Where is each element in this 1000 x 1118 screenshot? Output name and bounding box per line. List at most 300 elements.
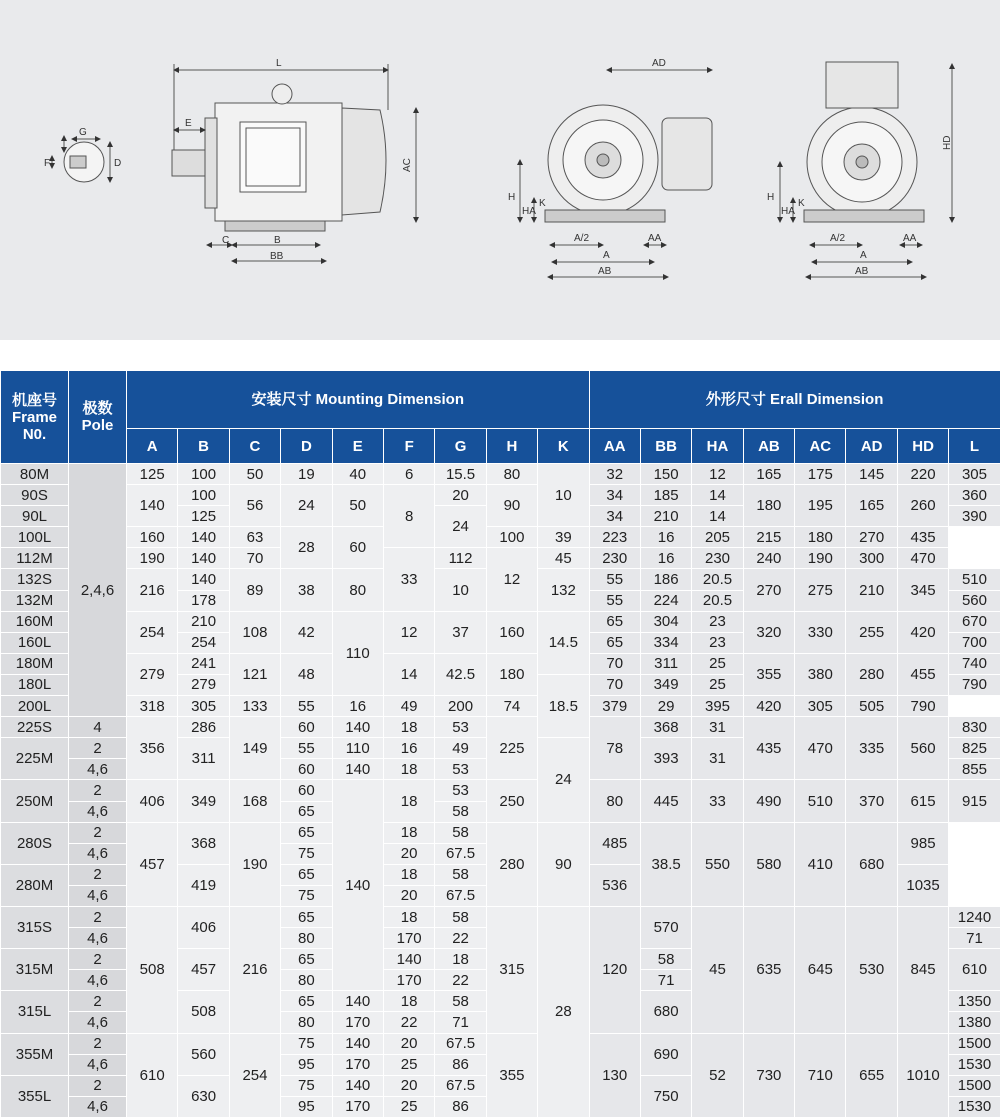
column-header: A <box>127 429 178 464</box>
table-cell: 20 <box>383 843 434 864</box>
table-cell: 25 <box>692 653 743 674</box>
table-cell: 60 <box>281 717 332 738</box>
table-cell: 2 <box>69 822 127 843</box>
table-cell: 1350 <box>949 991 1000 1012</box>
column-header: AB <box>743 429 794 464</box>
table-cell: 2 <box>69 864 127 885</box>
table-cell: 34 <box>589 506 640 527</box>
table-cell: 23 <box>692 611 743 632</box>
table-cell: 435 <box>743 717 794 780</box>
table-cell: 20.5 <box>692 569 743 590</box>
table-cell: 304 <box>640 611 691 632</box>
table-cell: 2 <box>69 949 127 970</box>
table-cell: 38 <box>281 569 332 611</box>
table-cell: 75 <box>281 843 332 864</box>
table-cell: 39 <box>538 527 589 548</box>
table-cell: 18.5 <box>538 674 589 737</box>
table-cell: 53 <box>435 759 486 780</box>
table-cell: 305 <box>178 696 229 717</box>
table-cell: 190 <box>229 822 280 906</box>
table-cell: 320 <box>743 611 794 653</box>
table-cell: 210 <box>846 569 897 611</box>
table-cell: 225M <box>1 738 69 780</box>
table-cell: 20 <box>383 1033 434 1054</box>
table-cell: 24 <box>281 485 332 527</box>
table-cell: 140 <box>332 717 383 738</box>
table-cell: 223 <box>589 527 640 548</box>
label-c: C <box>222 235 230 246</box>
table-cell: 50 <box>332 485 383 527</box>
table-cell: 145 <box>846 464 897 485</box>
column-header: D <box>281 429 332 464</box>
table-cell: 680 <box>846 822 897 906</box>
label-ad: AD <box>652 58 666 69</box>
table-cell: 25 <box>383 1054 434 1075</box>
table-cell: 12 <box>486 548 537 611</box>
table-cell: 740 <box>949 653 1000 674</box>
table-cell: 140 <box>332 759 383 780</box>
table-cell: 65 <box>281 906 332 927</box>
table-cell: 390 <box>949 506 1000 527</box>
table-cell: 58 <box>435 906 486 927</box>
table-cell: 67.5 <box>435 1075 486 1096</box>
table-cell: 16 <box>383 738 434 759</box>
table-cell: 14 <box>692 506 743 527</box>
table-cell: 125 <box>178 506 229 527</box>
header-row-columns <box>1 429 1000 464</box>
column-header: B <box>178 429 229 464</box>
table-cell: 132S <box>1 569 69 590</box>
table-cell: 80 <box>281 928 332 949</box>
label-g: G <box>79 127 87 138</box>
table-cell: 65 <box>281 822 332 843</box>
table-cell: 149 <box>229 717 280 780</box>
column-header: AC <box>795 429 846 464</box>
table-cell: 165 <box>846 485 897 527</box>
table-cell: 610 <box>127 1033 178 1117</box>
table-cell: 250M <box>1 780 69 822</box>
column-header: H <box>486 429 537 464</box>
table-cell: 305 <box>949 464 1000 485</box>
column-header: K <box>538 429 589 464</box>
table-cell: 80M <box>1 464 69 485</box>
header-mounting: 安装尺寸 Mounting Dimension <box>127 371 590 429</box>
table-cell: 16 <box>332 696 383 717</box>
table-cell: 168 <box>229 780 280 822</box>
table-cell: 215 <box>743 527 794 548</box>
table-cell: 280M <box>1 864 69 906</box>
table-cell: 25 <box>692 674 743 695</box>
table-cell: 315M <box>1 949 69 991</box>
table-cell: 55 <box>281 738 332 759</box>
table-cell: 406 <box>127 780 178 822</box>
header-frame: 机座号 Frame N0. <box>1 371 69 464</box>
table-cell: 220 <box>897 464 948 485</box>
table-cell: 12 <box>383 611 434 653</box>
table-cell: 74 <box>486 696 537 717</box>
column-header: E <box>332 429 383 464</box>
table-cell: 42.5 <box>435 653 486 695</box>
table-cell: 90L <box>1 506 69 527</box>
table-cell: 2 <box>69 738 127 759</box>
table-cell: 318 <box>127 696 178 717</box>
table-cell: 38.5 <box>640 822 691 906</box>
table-row <box>1 717 1000 738</box>
dimension-table <box>0 370 1000 1118</box>
table-cell: 825 <box>949 738 1000 759</box>
table-cell: 18 <box>383 822 434 843</box>
table-cell: 33 <box>383 548 434 611</box>
label-aa: AA <box>648 233 662 244</box>
table-cell: 37 <box>435 611 486 653</box>
table-cell: 216 <box>229 906 280 1033</box>
table-cell: 1240 <box>949 906 1000 927</box>
table-cell: 58 <box>640 949 691 970</box>
label-f: F <box>44 158 51 169</box>
table-cell: 65 <box>281 864 332 885</box>
table-cell: 80 <box>486 464 537 485</box>
table-cell: 750 <box>640 1075 691 1117</box>
table-cell: 14.5 <box>538 611 589 674</box>
column-header: HD <box>897 429 948 464</box>
table-cell: 112M <box>1 548 69 569</box>
table-cell: 1530 <box>949 1096 1000 1117</box>
table-cell: 4,6 <box>69 1054 127 1075</box>
table-cell: 4,6 <box>69 885 127 906</box>
table-cell: 55 <box>589 569 640 590</box>
table-cell: 230 <box>589 548 640 569</box>
table-cell: 635 <box>743 906 794 1033</box>
table-row <box>1 696 1000 717</box>
label-aa-2: AA <box>903 233 917 244</box>
column-header: HA <box>692 429 743 464</box>
table-row <box>1 822 1000 843</box>
motor-side-view <box>172 64 416 261</box>
table-cell: 275 <box>795 569 846 611</box>
table-cell: 140 <box>178 548 229 569</box>
table-cell: 280S <box>1 822 69 864</box>
table-cell: 1500 <box>949 1075 1000 1096</box>
table-cell: 75 <box>281 885 332 906</box>
table-cell: 140 <box>332 780 383 991</box>
table-cell: 12 <box>692 464 743 485</box>
table-cell: 89 <box>229 569 280 611</box>
table-cell: 334 <box>640 632 691 653</box>
table-cell: 100 <box>178 464 229 485</box>
table-cell: 315 <box>486 906 537 1033</box>
table-cell: 200 <box>435 696 486 717</box>
table-cell: 280 <box>846 653 897 695</box>
table-cell: 195 <box>795 485 846 527</box>
table-cell: 2 <box>69 780 127 801</box>
table-cell: 379 <box>589 696 640 717</box>
label-a: A <box>603 250 610 261</box>
table-cell: 16 <box>640 527 691 548</box>
table-row <box>1 548 1000 569</box>
table-cell: 610 <box>949 949 1000 991</box>
table-cell: 710 <box>795 1033 846 1117</box>
table-cell: 680 <box>640 991 691 1033</box>
table-cell: 31 <box>692 738 743 780</box>
table-cell: 31 <box>692 717 743 738</box>
table-cell: 75 <box>281 1075 332 1096</box>
table-cell: 2 <box>69 1033 127 1054</box>
table-cell: 368 <box>178 822 229 864</box>
label-h: H <box>508 192 516 203</box>
table-cell: 10 <box>538 464 589 527</box>
table-cell: 70 <box>229 548 280 569</box>
table-cell: 160 <box>127 527 178 548</box>
table-cell: 180L <box>1 674 69 695</box>
table-cell: 254 <box>229 1033 280 1117</box>
table-cell: 2 <box>69 1075 127 1096</box>
table-cell: 355 <box>486 1033 537 1117</box>
table-row <box>1 527 1000 548</box>
column-header: BB <box>640 429 691 464</box>
table-cell: 2,4,6 <box>69 464 127 717</box>
table-cell: 457 <box>127 822 178 906</box>
column-header: G <box>435 429 486 464</box>
table-cell: 180M <box>1 653 69 674</box>
table-cell: 790 <box>949 674 1000 695</box>
table-cell: 18 <box>383 906 434 927</box>
table-cell: 58 <box>435 822 486 843</box>
table-cell: 216 <box>127 569 178 611</box>
label-a-2: A <box>860 250 867 261</box>
table-cell: 254 <box>178 632 229 653</box>
label-a-half-2: A/2 <box>830 233 846 244</box>
table-cell: 420 <box>743 696 794 717</box>
table-cell: 1500 <box>949 1033 1000 1054</box>
table-cell: 55 <box>281 696 332 717</box>
table-cell: 42 <box>281 611 332 653</box>
table-row <box>1 485 1000 506</box>
label-h-2: H <box>767 192 775 203</box>
label-ab: AB <box>598 266 612 277</box>
table-cell: 2 <box>69 906 127 927</box>
column-header: F <box>383 429 434 464</box>
table-cell: 370 <box>846 780 897 822</box>
table-cell: 435 <box>897 527 948 548</box>
table-cell: 855 <box>949 759 1000 780</box>
table-cell: 730 <box>743 1033 794 1117</box>
table-cell: 470 <box>897 548 948 569</box>
table-cell: 130 <box>589 1033 640 1117</box>
table-cell: 915 <box>949 780 1000 822</box>
table-cell: 75 <box>281 1033 332 1054</box>
table-cell: 700 <box>949 632 1000 653</box>
table-cell: 280 <box>486 822 537 906</box>
table-cell: 190 <box>127 548 178 569</box>
table-cell: 120 <box>589 906 640 1033</box>
table-cell: 1010 <box>897 1033 948 1117</box>
table-cell: 180 <box>795 527 846 548</box>
table-cell: 80 <box>332 569 383 611</box>
table-cell: 270 <box>743 569 794 611</box>
table-cell: 140 <box>178 569 229 590</box>
table-cell: 100 <box>486 527 537 548</box>
table-cell: 125 <box>127 464 178 485</box>
table-cell: 355M <box>1 1033 69 1075</box>
table-cell: 56 <box>229 485 280 527</box>
table-cell: 65 <box>281 801 332 822</box>
table-cell: 67.5 <box>435 843 486 864</box>
table-cell: 19 <box>281 464 332 485</box>
table-cell: 615 <box>897 780 948 822</box>
table-cell: 185 <box>640 485 691 506</box>
table-cell: 255 <box>846 611 897 653</box>
table-cell: 445 <box>640 780 691 822</box>
table-cell: 53 <box>435 717 486 738</box>
table-cell: 190 <box>795 548 846 569</box>
table-cell: 550 <box>692 822 743 906</box>
table-cell: 90 <box>538 822 589 906</box>
table-cell: 18 <box>383 991 434 1012</box>
table-cell: 58 <box>435 864 486 885</box>
table-cell: 457 <box>178 949 229 991</box>
shaft-section-view <box>52 136 110 182</box>
table-cell: 60 <box>281 759 332 780</box>
table-cell: 560 <box>949 590 1000 611</box>
label-k-2: K <box>798 198 805 209</box>
table-cell: 86 <box>435 1054 486 1075</box>
table-cell: 60 <box>332 527 383 569</box>
table-cell: 186 <box>640 569 691 590</box>
table-cell: 15.5 <box>435 464 486 485</box>
table-cell: 315S <box>1 906 69 948</box>
table-cell: 4,6 <box>69 928 127 949</box>
table-cell: 349 <box>178 780 229 822</box>
table-cell: 45 <box>538 548 589 569</box>
table-cell: 410 <box>795 822 846 906</box>
table-cell: 70 <box>589 674 640 695</box>
table-cell: 28 <box>281 527 332 569</box>
table-cell: 160 <box>486 611 537 653</box>
table-cell: 80 <box>589 780 640 822</box>
table-cell: 580 <box>743 822 794 906</box>
table-cell: 210 <box>640 506 691 527</box>
table-cell: 4 <box>69 717 127 738</box>
table-row <box>1 906 1000 927</box>
table-cell: 24 <box>435 506 486 548</box>
table-cell: 510 <box>795 780 846 822</box>
table-cell: 18 <box>383 864 434 885</box>
table-cell: 150 <box>640 464 691 485</box>
table-cell: 170 <box>383 970 434 991</box>
table-cell: 140 <box>383 949 434 970</box>
table-cell: 4,6 <box>69 1012 127 1033</box>
table-cell: 170 <box>332 1096 383 1117</box>
table-cell: 170 <box>332 1012 383 1033</box>
table-cell: 18 <box>383 717 434 738</box>
table-cell: 241 <box>178 653 229 674</box>
column-header: AA <box>589 429 640 464</box>
table-cell: 50 <box>229 464 280 485</box>
table-cell: 279 <box>178 674 229 695</box>
table-cell: 65 <box>281 949 332 970</box>
table-cell: 29 <box>640 696 691 717</box>
table-cell: 22 <box>435 928 486 949</box>
table-cell: 90 <box>486 485 537 527</box>
table-cell: 1035 <box>897 864 948 906</box>
table-cell: 4,6 <box>69 801 127 822</box>
label-l: L <box>276 58 282 69</box>
table-cell: 110 <box>332 611 383 695</box>
motor-front-view-top-box <box>780 62 952 277</box>
table-row <box>1 780 1000 801</box>
table-cell: 1380 <box>949 1012 1000 1033</box>
table-cell: 420 <box>897 611 948 653</box>
table-cell: 395 <box>692 696 743 717</box>
table-cell: 65 <box>589 611 640 632</box>
table-cell: 22 <box>435 970 486 991</box>
table-cell: 108 <box>229 611 280 653</box>
table-cell: 530 <box>846 906 897 1033</box>
table-cell: 63 <box>229 527 280 548</box>
table-cell: 18 <box>383 780 434 822</box>
table-cell: 630 <box>178 1075 229 1117</box>
table-cell: 16 <box>640 548 691 569</box>
table-cell: 52 <box>692 1033 743 1117</box>
label-ha-2: HA <box>781 206 795 217</box>
table-cell: 230 <box>692 548 743 569</box>
table-cell: 140 <box>127 485 178 527</box>
table-cell: 490 <box>743 780 794 822</box>
table-cell: 60 <box>281 780 332 801</box>
table-cell: 49 <box>435 738 486 759</box>
table-cell: 165 <box>743 464 794 485</box>
table-cell: 100 <box>178 485 229 506</box>
table-cell: 49 <box>383 696 434 717</box>
table-cell: 160L <box>1 632 69 653</box>
table-cell: 71 <box>949 928 1000 949</box>
table-cell: 178 <box>178 590 229 611</box>
table-cell: 311 <box>178 738 229 780</box>
table-cell: 25 <box>383 1096 434 1117</box>
table-cell: 1530 <box>949 1054 1000 1075</box>
table-cell: 311 <box>640 653 691 674</box>
table-cell: 270 <box>846 527 897 548</box>
table-cell: 406 <box>178 906 229 948</box>
table-cell: 670 <box>949 611 1000 632</box>
table-cell: 20 <box>383 885 434 906</box>
table-cell: 80 <box>281 970 332 991</box>
table-cell: 510 <box>949 569 1000 590</box>
table-cell: 18 <box>435 949 486 970</box>
table-cell: 175 <box>795 464 846 485</box>
table-cell: 485 <box>589 822 640 864</box>
table-cell: 70 <box>589 653 640 674</box>
table-cell: 508 <box>178 991 229 1033</box>
table-cell: 260 <box>897 485 948 527</box>
table-cell: 170 <box>332 1054 383 1075</box>
table-cell: 360 <box>949 485 1000 506</box>
table-cell: 121 <box>229 653 280 695</box>
table-cell: 14 <box>383 653 434 695</box>
table-cell: 985 <box>897 822 948 864</box>
table-cell: 8 <box>383 485 434 548</box>
motor-front-view <box>520 70 712 277</box>
label-ha: HA <box>522 206 536 217</box>
table-cell: 380 <box>795 653 846 695</box>
table-cell: 80 <box>281 1012 332 1033</box>
table-cell: 300 <box>846 548 897 569</box>
header-pole: 极数 Pole <box>69 371 127 464</box>
table-cell: 368 <box>640 717 691 738</box>
table-cell: 20 <box>435 485 486 506</box>
table-cell: 28 <box>538 906 589 1117</box>
table-cell: 250 <box>486 780 537 822</box>
